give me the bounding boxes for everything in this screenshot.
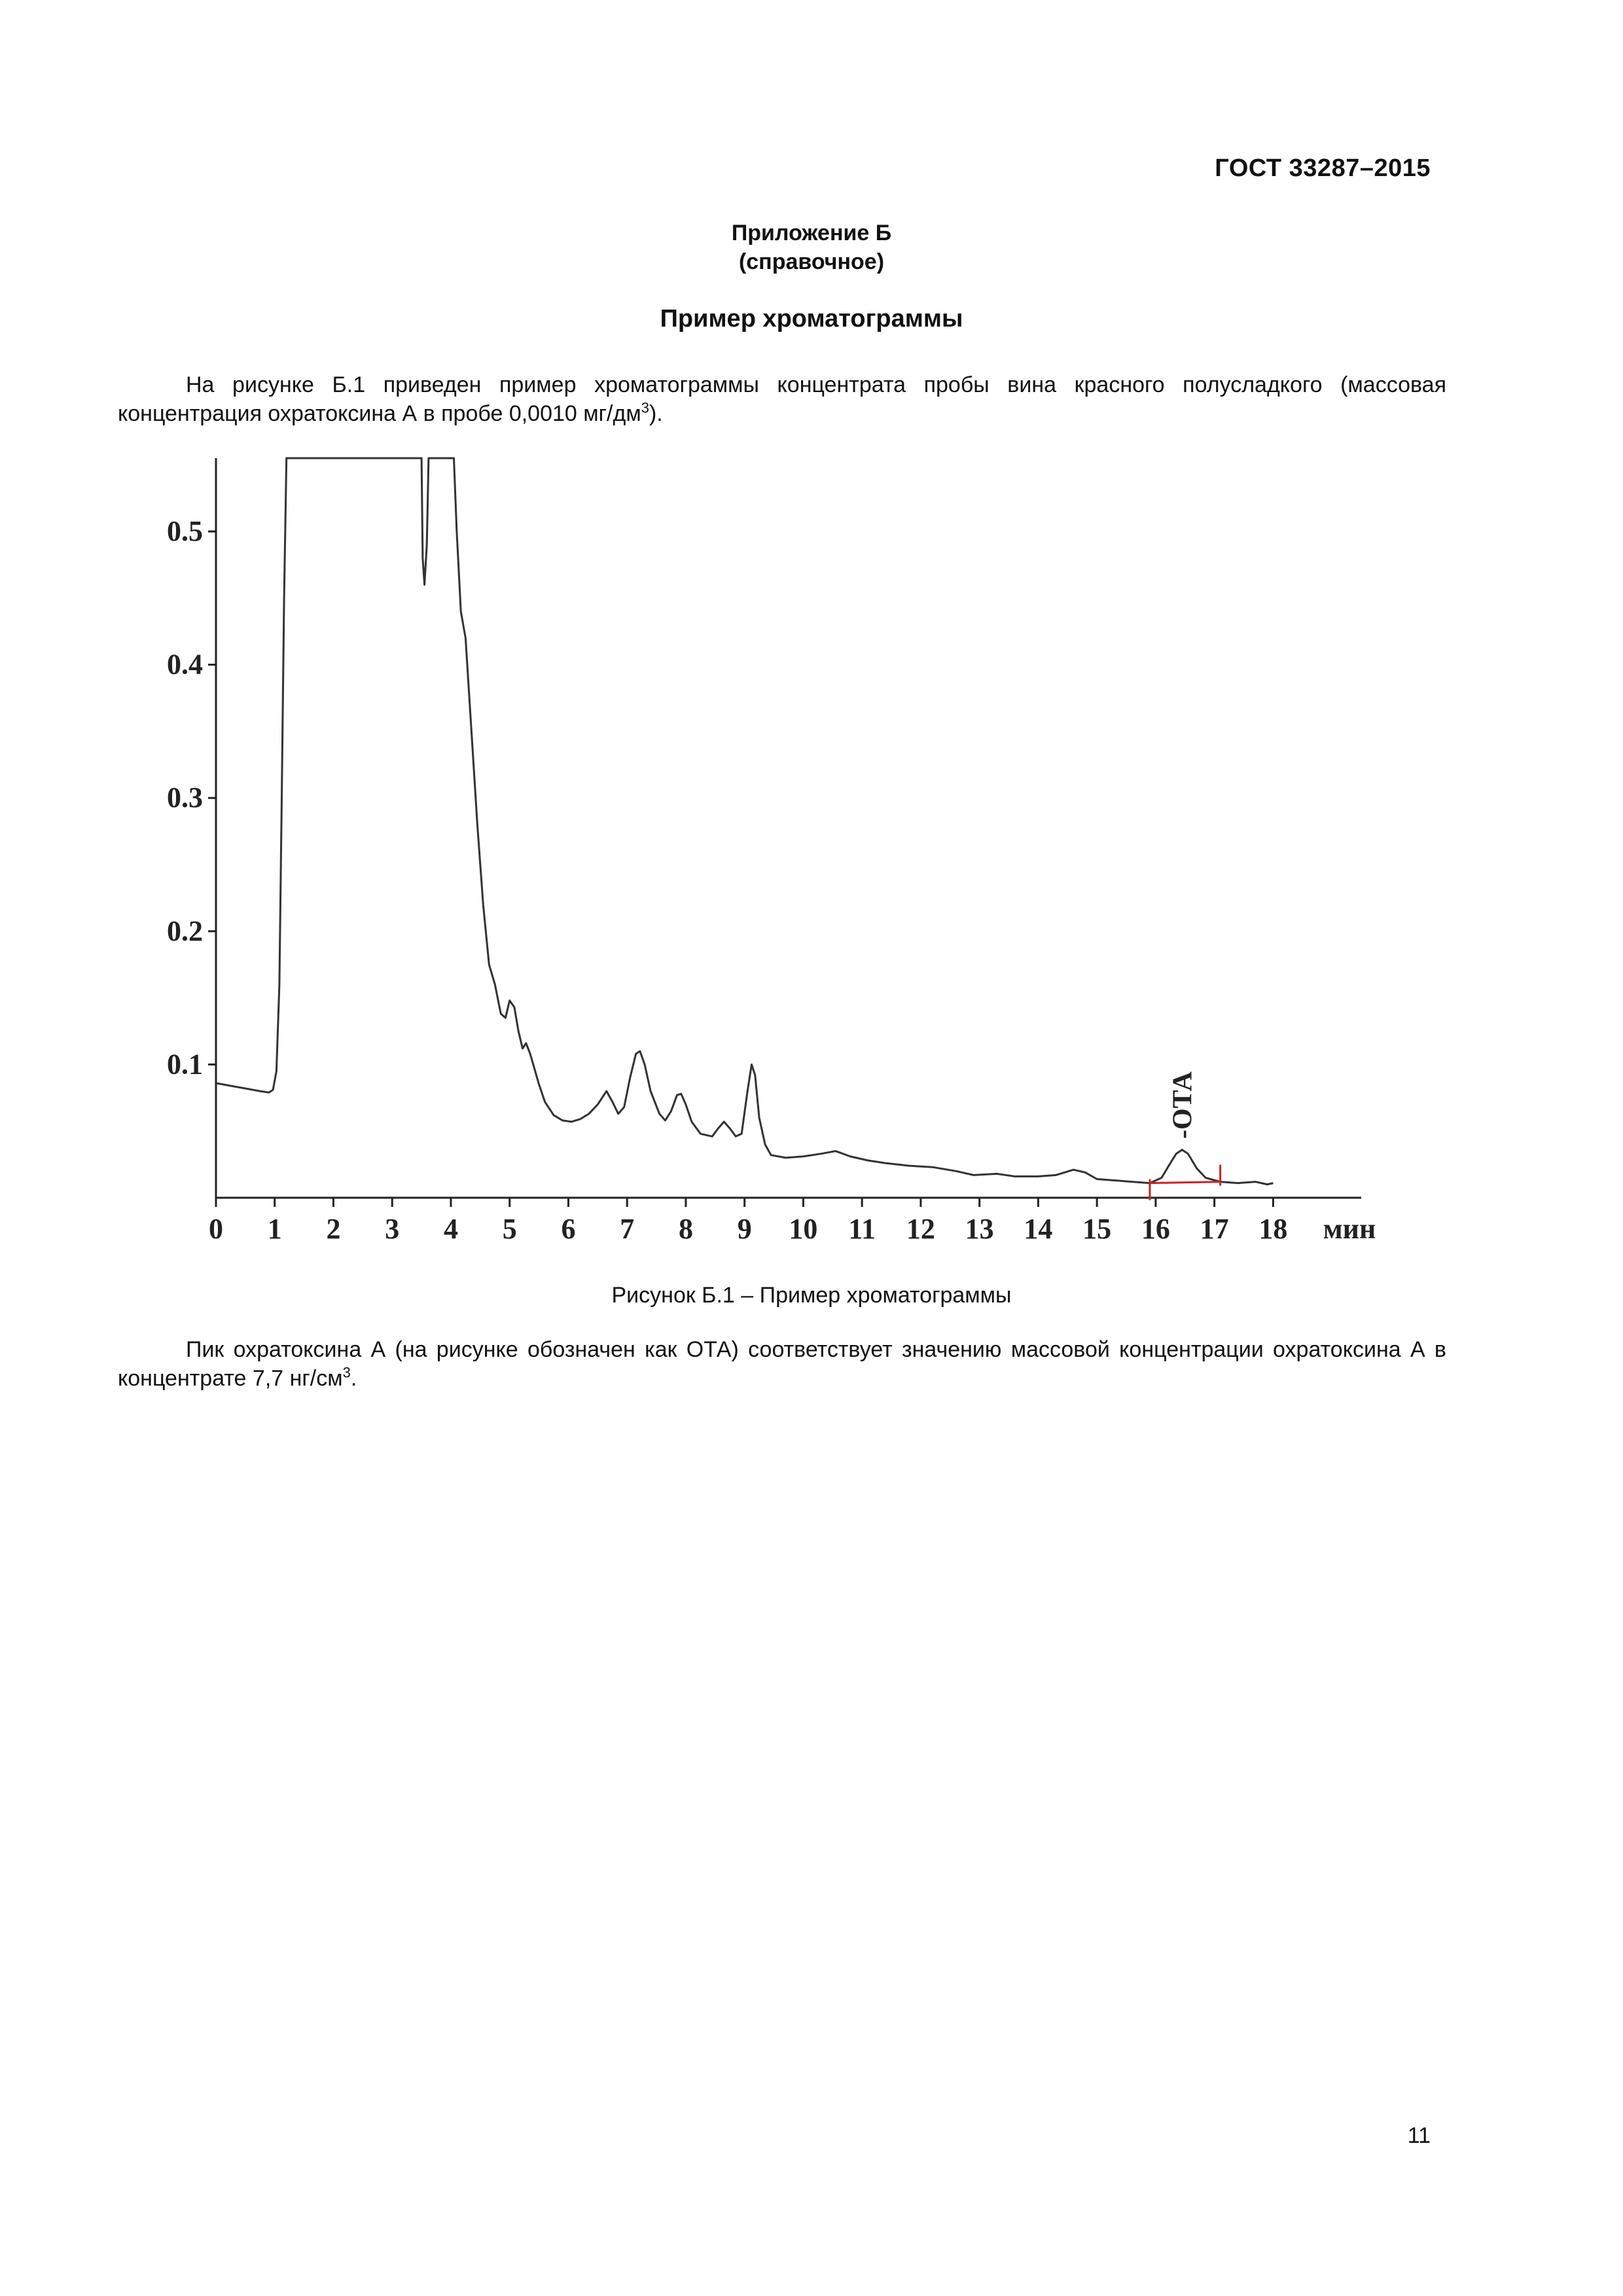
x-tick-label: 7	[620, 1213, 635, 1245]
x-tick-label: 18	[1258, 1213, 1288, 1245]
conclusion-text: Пик охратоксина А (на рисунке обозначен как ОТА) соответствует значению массовой концентрации охратоксина А в концентрате 7,7 нг/см	[118, 1337, 1446, 1391]
x-tick-label: 10	[789, 1213, 818, 1245]
x-tick-label: 2	[326, 1213, 341, 1245]
x-tick-label: 17	[1200, 1213, 1229, 1245]
figure-caption: Рисунок Б.1 – Пример хроматограммы	[611, 1283, 1012, 1308]
section-title: Пример хроматограммы	[660, 305, 963, 332]
intro-tail: ).	[649, 401, 663, 426]
x-tick-label: 13	[965, 1213, 994, 1245]
intro-text: На рисунке Б.1 приведен пример хроматограммы концентрата пробы вина красного полусладкого (массовая концентрация охратоксина А в пробе 0,0010 мг/дм	[118, 372, 1446, 426]
x-axis-label: мин	[1323, 1213, 1376, 1245]
y-tick-label: 0.2	[167, 914, 203, 947]
chromatogram-trace	[216, 458, 1273, 1185]
conclusion-tail: .	[350, 1366, 357, 1391]
x-tick-label: 12	[906, 1213, 935, 1245]
x-tick-label: 15	[1082, 1213, 1112, 1245]
intro-superscript: 3	[641, 399, 649, 416]
x-tick-label: 6	[561, 1213, 576, 1245]
x-tick-label: 14	[1024, 1213, 1053, 1245]
x-tick-label: 3	[385, 1213, 400, 1245]
appendix-type: (справочное)	[738, 249, 885, 274]
y-tick-label: 0.1	[167, 1048, 203, 1081]
x-tick-label: 4	[443, 1213, 458, 1245]
x-tick-label: 9	[737, 1213, 752, 1245]
x-tick-label: 11	[848, 1213, 876, 1245]
y-tick-label: 0.5	[167, 514, 203, 547]
x-tick-label: 1	[267, 1213, 282, 1245]
y-tick-label: 0.4	[167, 648, 203, 681]
x-tick-label: 0	[209, 1213, 223, 1245]
ota-peak-label: -ОТА	[1168, 1071, 1198, 1139]
document-code: ГОСТ 33287–2015	[1215, 154, 1431, 182]
y-tick-label: 0.3	[167, 781, 203, 814]
page-number: 11	[1407, 2123, 1431, 2148]
conclusion-superscript: 3	[342, 1364, 351, 1381]
x-tick-label: 5	[502, 1213, 517, 1245]
ota-integration-baseline	[1150, 1182, 1221, 1183]
x-tick-label: 8	[678, 1213, 693, 1245]
x-tick-label: 16	[1141, 1213, 1170, 1245]
conclusion-paragraph	[118, 1335, 1446, 1393]
appendix-title: Приложение Б	[731, 221, 892, 245]
chart-plot-area	[216, 458, 1273, 1200]
